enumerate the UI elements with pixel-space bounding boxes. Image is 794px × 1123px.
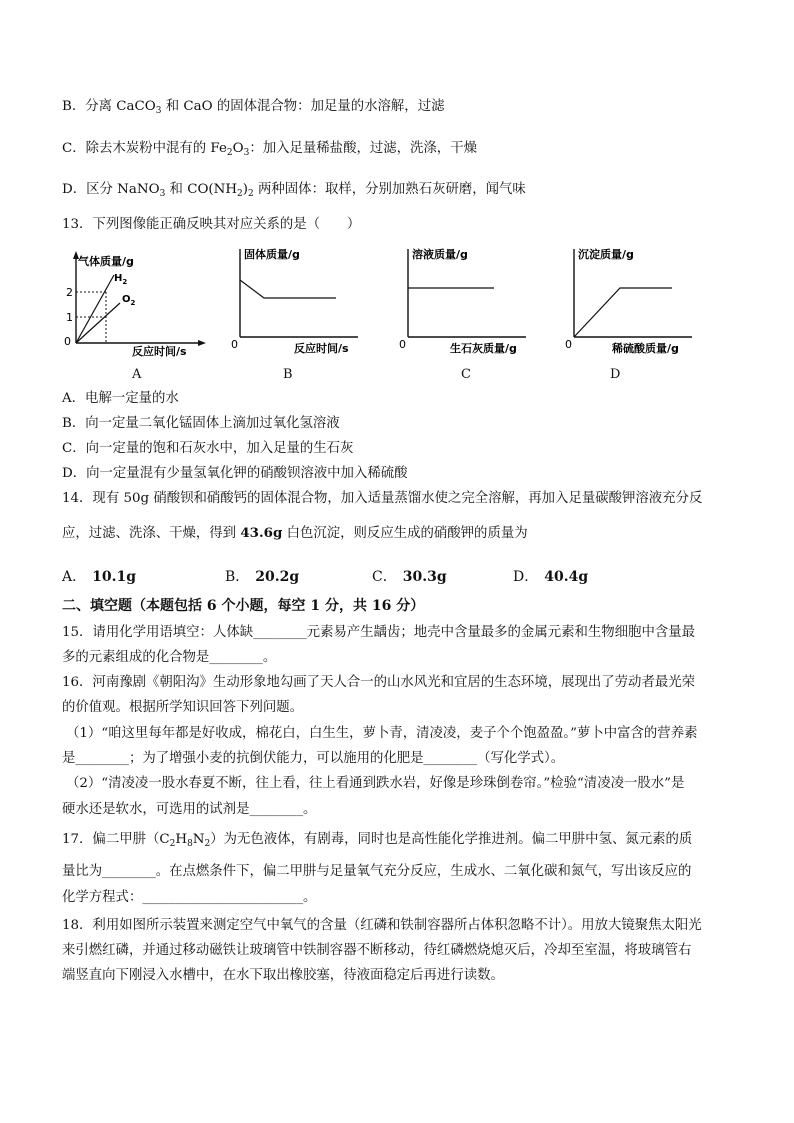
- graph-c-origin: 0: [399, 338, 406, 351]
- q13-stem: 13．下列图像能正确反映其对应关系的是（ ）: [62, 217, 361, 232]
- graph-d-ylabel: 沉淀质量/g: [578, 248, 634, 261]
- q16-line-4: 是________；为了增强小麦的抗倒伏能力，可以施用的化肥是________（写化学式）。: [62, 751, 565, 766]
- q16-line-6: 硬水还是软水，可选用的试剂是________。: [62, 802, 317, 817]
- q13-option-b: B．向一定量二氧化锰固体上滴加过氧化氢溶液: [62, 416, 340, 431]
- graph-d-xlabel: 稀硫酸质量/g: [612, 342, 679, 355]
- graph-c-xlabel: 生石灰质量/g: [450, 342, 517, 355]
- graph-c: [396, 245, 536, 360]
- graph-a-o2-label: $O_2$: [122, 294, 136, 307]
- graph-a-h2-label: $H_2$: [114, 273, 128, 286]
- q18-line-2: 来引燃红磷，并通过移动磁铁让玻璃管中铁制容器不断移动，待红磷燃烧熄灭后，冷却至室温，将玻璃管右: [62, 943, 692, 958]
- q16-line-5: （2）“清凌凌一股水春夏不断，往上看，往上看通到跌水岩，好像是珍珠倒卷帘。”检验“清凌凌一股水”是: [66, 776, 685, 791]
- graph-c-letter: C: [461, 367, 471, 382]
- graph-d-origin: 0: [565, 338, 572, 351]
- q16-line-1: 16．河南豫剧《朝阳沟》生动形象地勾画了天人合一的山水风光和宜居的生态环境，展现出了劳动者最光荣: [62, 675, 696, 690]
- graph-a-xlabel: 反应时间/s: [132, 345, 187, 358]
- q16-line-3: （1）“咱这里每年都是好收成，棉花白，白生生，萝卜青，清凌凌，麦子个个饱盈盈。”萝卜中富含的营养素: [66, 726, 698, 741]
- q18-line-1: 18．利用如图所示装置来测定空气中氧气的含量（红磷和铁制容器所占体积忽略不计）。用放大镜聚焦太阳光: [62, 918, 702, 933]
- graph-b-xlabel: 反应时间/s: [294, 342, 349, 355]
- graph-a-tick-1: 1: [66, 311, 73, 324]
- q12-option-d: D．区分 NaNO$_3$ 和 $CO(NH_2)_2$ 两种固体：取样，分别加熟石灰研磨，闻气味: [62, 182, 526, 199]
- q14-option-a: A． 10.1g: [62, 569, 137, 585]
- q14-option-c: C． 30.3g: [372, 569, 447, 585]
- q14-line-1: 14．现有 50g 硝酸钡和硝酸钙的固体混合物，加入适量蒸馏水使之完全溶解，再加入足量碳酸钾溶液充分反: [62, 491, 703, 506]
- graph-a-tick-2: 2: [66, 286, 73, 299]
- section-2-heading: 二、填空题（本题包括 6 个小题，每空 1 分，共 16 分）: [62, 598, 425, 614]
- q17-line-2: 量比为________。在点燃条件下，偏二甲肼与足量氧气充分反应，生成水、二氧化碳和氮气，写出该反应的: [62, 864, 692, 879]
- q14-option-b: B． 20.2g: [225, 569, 300, 585]
- q12-option-c: C．除去木炭粉中混有的 $Fe_2O_3$：加入足量稀盐酸，过滤，洗涤，干燥: [62, 141, 477, 158]
- q13-option-a: A．电解一定量的水: [62, 391, 179, 406]
- graph-a-x-arrow: [198, 340, 206, 346]
- q15-line-2: 多的元素组成的化合物是________。: [62, 650, 277, 665]
- graph-a-h2-line: [76, 275, 114, 343]
- graph-c-ylabel: 溶液质量/g: [412, 248, 468, 261]
- q12-option-b: B．分离 CaCO$_3$ 和 CaO 的固体混合物：加足量的水溶解，过滤: [62, 99, 445, 116]
- q14-option-d: D． 40.4g: [513, 569, 589, 585]
- q17-line-1: 17．偏二甲肼$(C_2H_8N_2)$为无色液体，有剧毒，同时也是高性能化学推进剂。偏二甲肼中氢、氮元素的质: [62, 832, 693, 849]
- graph-a: [62, 245, 212, 360]
- q13-option-c: C．向一定量的饱和石灰水中，加入足量的生石灰: [62, 441, 354, 456]
- graph-d-letter: D: [610, 367, 621, 382]
- graph-b-curve: [240, 280, 336, 298]
- graph-a-o2-line: [76, 303, 120, 343]
- graph-a-origin: 0: [64, 335, 71, 348]
- graph-a-letter: A: [132, 367, 142, 382]
- graph-d-curve: [574, 288, 672, 337]
- q16-line-2: 的价值观。根据所学知识回答下列问题。: [62, 700, 304, 715]
- q13-option-d: D．向一定量混有少量氢氧化钾的硝酸钡溶液中加入稀硫酸: [62, 466, 408, 481]
- q18-line-3: 端竖直向下刚浸入水槽中，在水下取出橡胶塞，待液面稳定后再进行读数。: [62, 968, 504, 983]
- graph-d: [562, 245, 702, 360]
- q15-line-1: 15．请用化学用语填空：人体缺________元素易产生龋齿；地壳中含量最多的金属元素和生物细胞中含量最: [62, 625, 696, 640]
- graph-b-ylabel: 固体质量/g: [244, 248, 300, 261]
- q14-line-2: 应，过滤、洗涤、干燥，得到 43.6g 白色沉淀，则反应生成的硝酸钾的质量为: [62, 525, 528, 541]
- graph-b: [228, 245, 368, 360]
- q17-line-3: 化学方程式：________________________。: [62, 890, 317, 905]
- graph-b-origin: 0: [231, 338, 238, 351]
- graph-b-letter: B: [283, 367, 293, 382]
- graph-a-ylabel: 气体质量/g: [78, 255, 134, 268]
